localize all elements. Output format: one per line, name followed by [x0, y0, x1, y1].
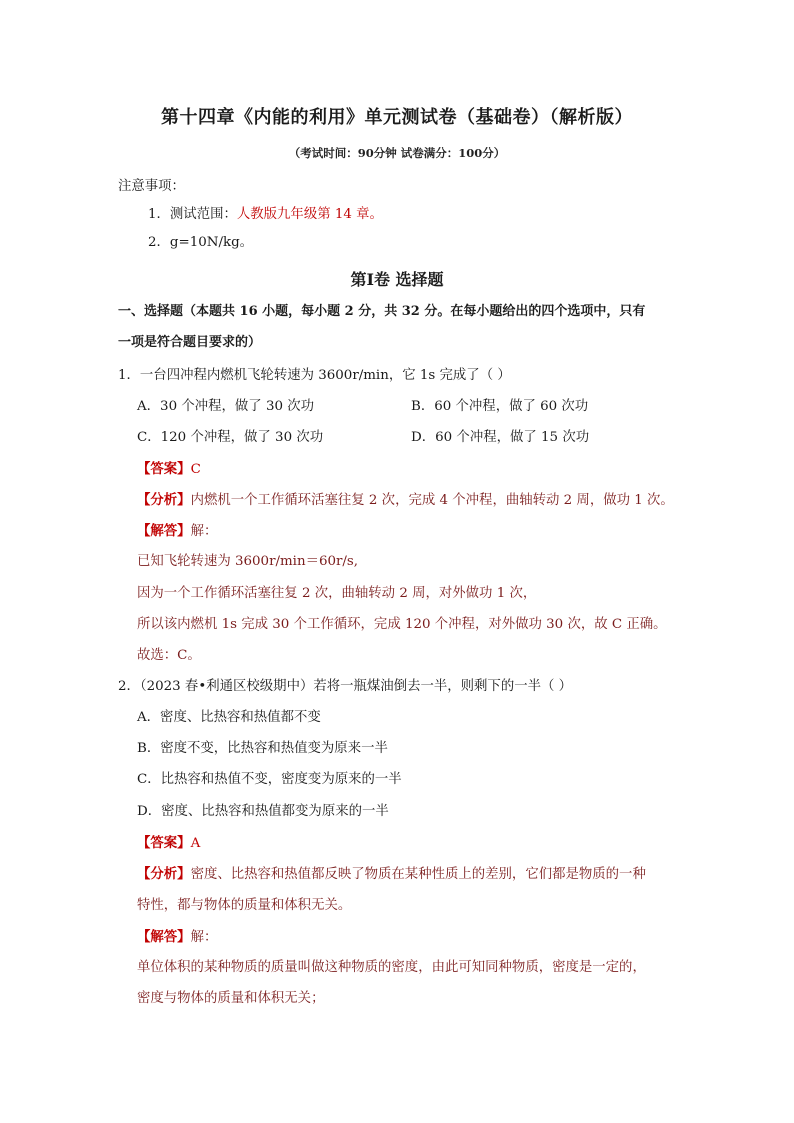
q1-analysis-label: 【分析】: [137, 492, 191, 508]
q1-option-d: D．60 个冲程，做了 15 次功: [411, 430, 590, 445]
q1-solution-line-4: 故选：C。: [137, 648, 201, 663]
q1-solution-line-3: 所以该内燃机 1s 完成 30 个工作循环，完成 120 个冲程，对外做功 30 次，故 C 正确。: [137, 617, 667, 632]
notice-item-2: 2．g=10N/kg。: [148, 235, 254, 250]
q1-solution-line-2: 因为一个工作循环活塞往复 2 次，曲轴转动 2 周，对外做功 1 次，: [137, 586, 537, 601]
exam-info: （考试时间：90分钟 试卷满分：100分）: [288, 146, 506, 160]
q1-analysis-text: 内燃机一个工作循环活塞往复 2 次，完成 4 个冲程，曲轴转动 2 周，做功 1 次。: [190, 493, 674, 508]
q2-answer-value: A: [190, 836, 201, 851]
page-title: 第十四章《内能的利用》单元测试卷（基础卷）（解析版）: [161, 107, 633, 128]
q2-option-b: B．密度不变，比热容和热值变为原来一半: [137, 741, 388, 756]
q2-solution-suffix: 解：: [190, 930, 218, 945]
notice-heading: 注意事项：: [118, 179, 185, 194]
notice-item-1-value: 人教版九年级第 14 章。: [236, 207, 383, 222]
q1-solution-suffix: 解：: [190, 524, 218, 539]
q1-analysis: [137, 490, 674, 511]
q1-answer-value: C: [190, 462, 201, 477]
q1-answer-label: 【答案】: [137, 461, 191, 477]
q2-analysis-label: 【分析】: [137, 866, 191, 882]
q2-option-d: D．密度、比热容和热值都变为原来的一半: [137, 804, 389, 819]
notice-item-1-prefix: 1．测试范围：: [148, 207, 237, 222]
q2-stem: 2．（2023 春•利通区校级期中）若将一瓶煤油倒去一半，则剩下的一半（ ）: [118, 679, 573, 694]
q2-analysis: [137, 864, 646, 885]
q2-answer-label: 【答案】: [137, 835, 191, 851]
q2-option-c: C．比热容和热值不变，密度变为原来的一半: [137, 772, 402, 787]
q1-solution-label: 【解答】: [137, 523, 191, 539]
q2-analysis-line-1: 密度、比热容和热值都反映了物质在某种性质上的差别，它们都是物质的一种: [190, 867, 646, 882]
q1-solution-line-1: 已知飞轮转速为 3600r/min＝60r/s,: [137, 554, 359, 569]
q1-option-a: A．30 个冲程，做了 30 次功: [137, 399, 315, 414]
q2-solution: [137, 927, 217, 948]
section-title: 第Ⅰ卷 选择题: [350, 270, 444, 289]
part-heading-line-1: 一、选择题（本题共 16 小题，每小题 2 分，共 32 分。在每小题给出的四个选项中，只有: [118, 304, 646, 319]
q2-option-a: A．密度、比热容和热值都不变: [137, 710, 321, 725]
q2-solution-line-1: 单位体积的某种物质的质量叫做这种物质的密度，由此可知同种物质，密度是一定的，: [137, 960, 646, 975]
q2-solution-label: 【解答】: [137, 929, 191, 945]
q1-solution: [137, 521, 217, 542]
q2-analysis-line-2: 特性，都与物体的质量和体积无关。: [137, 898, 352, 913]
q1-stem: 1．一台四冲程内燃机飞轮转速为 3600r/min，它 1s 完成了（ ）: [118, 368, 511, 383]
part-heading-line-2: 一项是符合题目要求的）: [118, 335, 262, 350]
notice-item-1: [148, 205, 383, 225]
q1-answer: [137, 459, 201, 480]
q1-option-c: C．120 个冲程，做了 30 次功: [137, 430, 324, 445]
q2-solution-line-2: 密度与物体的质量和体积无关；: [137, 991, 325, 1006]
q1-option-b: B．60 个冲程，做了 60 次功: [411, 399, 589, 414]
q2-answer: [137, 833, 200, 854]
